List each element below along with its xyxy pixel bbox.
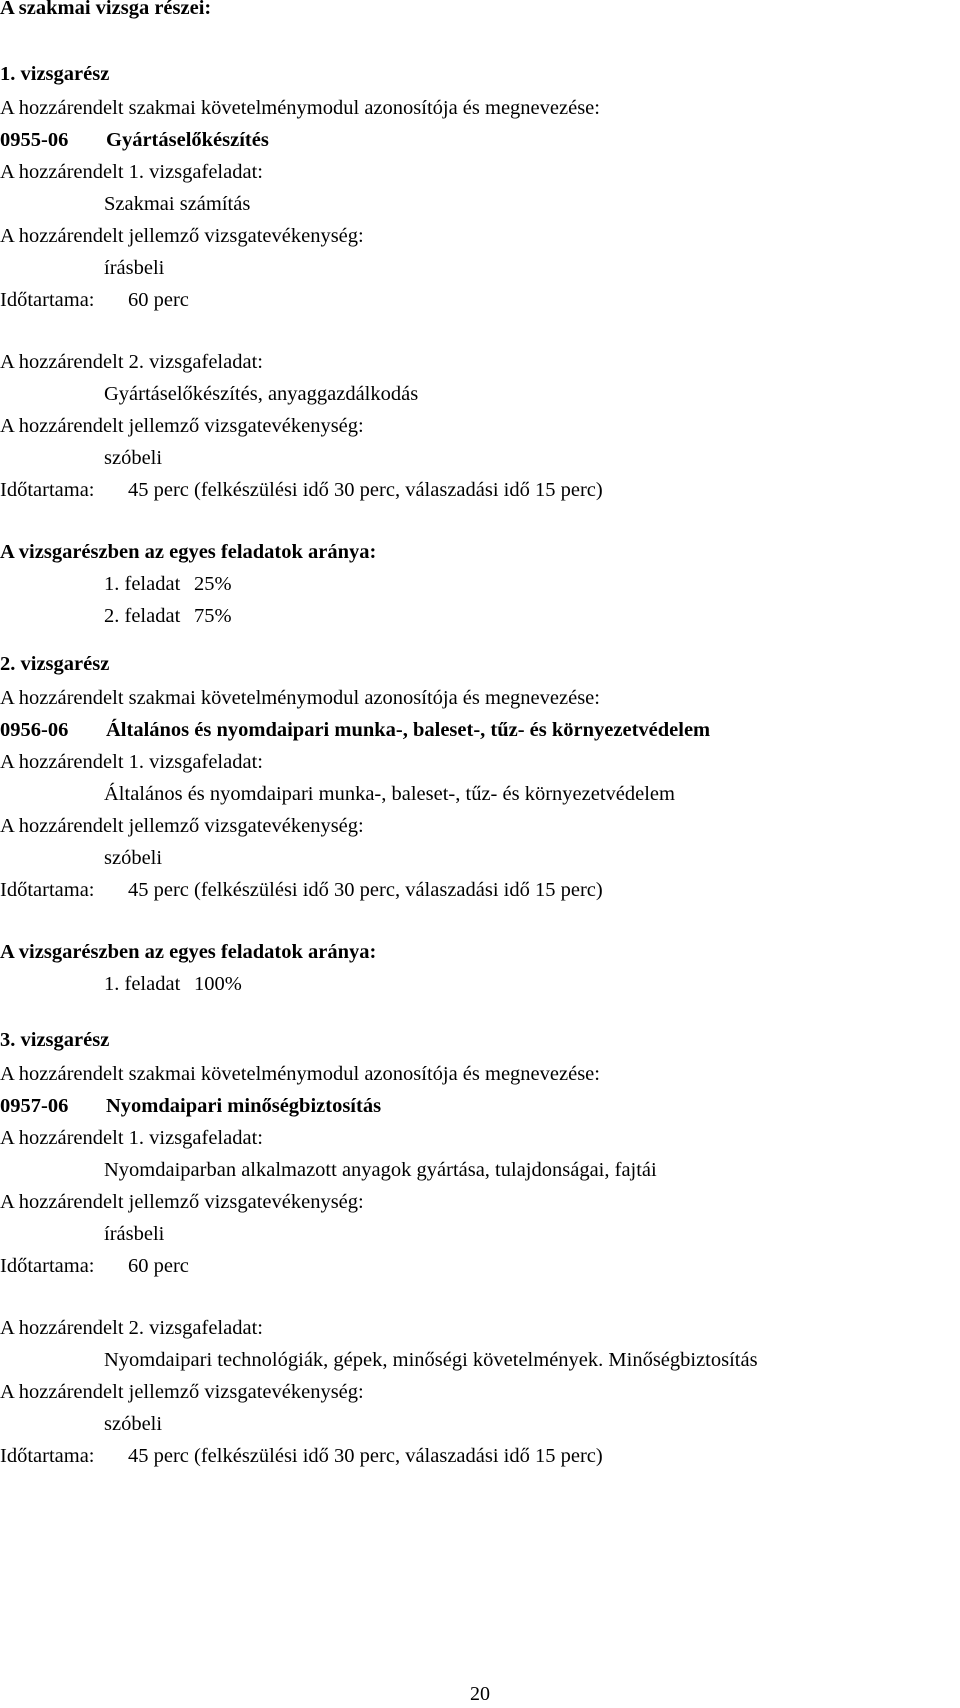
part3-duration2-label: Időtartama: <box>0 1445 95 1467</box>
part2-task1-name: Általános és nyomdaipari munka-, baleset-, tűz- és környezetvédelem <box>104 783 675 805</box>
part2-duration1-value: 45 perc (felkészülési idő 30 perc, válaszadási idő 15 perc) <box>128 879 603 901</box>
part3-task2-label: A hozzárendelt 2. vizsgafeladat: <box>0 1317 263 1339</box>
part1-task2-label: A hozzárendelt 2. vizsgafeladat: <box>0 351 263 373</box>
part3-task1-name: Nyomdaiparban alkalmazott anyagok gyártása, tulajdonságai, fajtái <box>104 1159 657 1181</box>
part1-activity1-label: A hozzárendelt jellemző vizsgatevékenység: <box>0 225 364 247</box>
part3-title: 3. vizsgarész <box>0 1029 110 1051</box>
part1-task2-name: Gyártáselőkészítés, anyaggazdálkodás <box>104 383 419 405</box>
part3-module-name: Nyomdaipari minőségbiztosítás <box>106 1095 382 1117</box>
part3-activity2-label: A hozzárendelt jellemző vizsgatevékenység: <box>0 1381 364 1403</box>
part3-activity1-value: írásbeli <box>104 1223 165 1245</box>
part2-ratio-pct: 100% <box>194 973 242 995</box>
part1-ratio-pct: 75% <box>194 605 232 627</box>
part1-title: 1. vizsgarész <box>0 63 110 85</box>
part2-module-name: Általános és nyomdaipari munka-, baleset-, tűz- és környezetvédelem <box>106 719 711 741</box>
part1-duration2-value: 45 perc (felkészülési idő 30 perc, válaszadási idő 15 perc) <box>128 479 603 501</box>
part2-duration1-label: Időtartama: <box>0 879 95 901</box>
page-heading: A szakmai vizsga részei: <box>0 0 212 19</box>
part1-module-line: A hozzárendelt szakmai követelménymodul azonosítója és megnevezése: <box>0 97 600 119</box>
part2-module-id: 0956-06 <box>0 719 69 741</box>
part1-task1-name: Szakmai számítás <box>104 193 251 215</box>
part3-task1-label: A hozzárendelt 1. vizsgafeladat: <box>0 1127 263 1149</box>
part2-module-line: A hozzárendelt szakmai követelménymodul azonosítója és megnevezése: <box>0 687 600 709</box>
part1-activity2-label: A hozzárendelt jellemző vizsgatevékenység: <box>0 415 364 437</box>
part3-activity2-value: szóbeli <box>104 1413 163 1435</box>
part3-module-line: A hozzárendelt szakmai követelménymodul azonosítója és megnevezése: <box>0 1063 600 1085</box>
part1-module-id: 0955-06 <box>0 129 69 151</box>
part3-duration1-label: Időtartama: <box>0 1255 95 1277</box>
part2-ratio-heading: A vizsgarészben az egyes feladatok aránya: <box>0 941 377 963</box>
part2-activity1-value: szóbeli <box>104 847 163 869</box>
part2-ratio-task: 1. feladat <box>104 973 181 995</box>
part1-ratio-task: 2. feladat <box>104 605 181 627</box>
part3-duration2-value: 45 perc (felkészülési idő 30 perc, válaszadási idő 15 perc) <box>128 1445 603 1467</box>
part1-duration2-label: Időtartama: <box>0 479 95 501</box>
part1-ratio-heading: A vizsgarészben az egyes feladatok aránya: <box>0 541 377 563</box>
part3-module-id: 0957-06 <box>0 1095 69 1117</box>
part1-duration1-value: 60 perc <box>128 289 189 311</box>
part3-duration1-value: 60 perc <box>128 1255 189 1277</box>
page-number: 20 <box>470 1683 490 1705</box>
part1-duration1-label: Időtartama: <box>0 289 95 311</box>
part2-task1-label: A hozzárendelt 1. vizsgafeladat: <box>0 751 263 773</box>
part1-module-name: Gyártáselőkészítés <box>106 129 269 151</box>
part1-ratio-task: 1. feladat <box>104 573 181 595</box>
part1-activity1-value: írásbeli <box>104 257 165 279</box>
part3-activity1-label: A hozzárendelt jellemző vizsgatevékenység: <box>0 1191 364 1213</box>
part2-activity1-label: A hozzárendelt jellemző vizsgatevékenység: <box>0 815 364 837</box>
part2-title: 2. vizsgarész <box>0 653 110 675</box>
part1-ratio-pct: 25% <box>194 573 232 595</box>
part1-task1-label: A hozzárendelt 1. vizsgafeladat: <box>0 161 263 183</box>
part1-activity2-value: szóbeli <box>104 447 163 469</box>
part3-task2-name: Nyomdaipari technológiák, gépek, minőségi követelmények. Minőségbiztosítás <box>104 1349 758 1371</box>
